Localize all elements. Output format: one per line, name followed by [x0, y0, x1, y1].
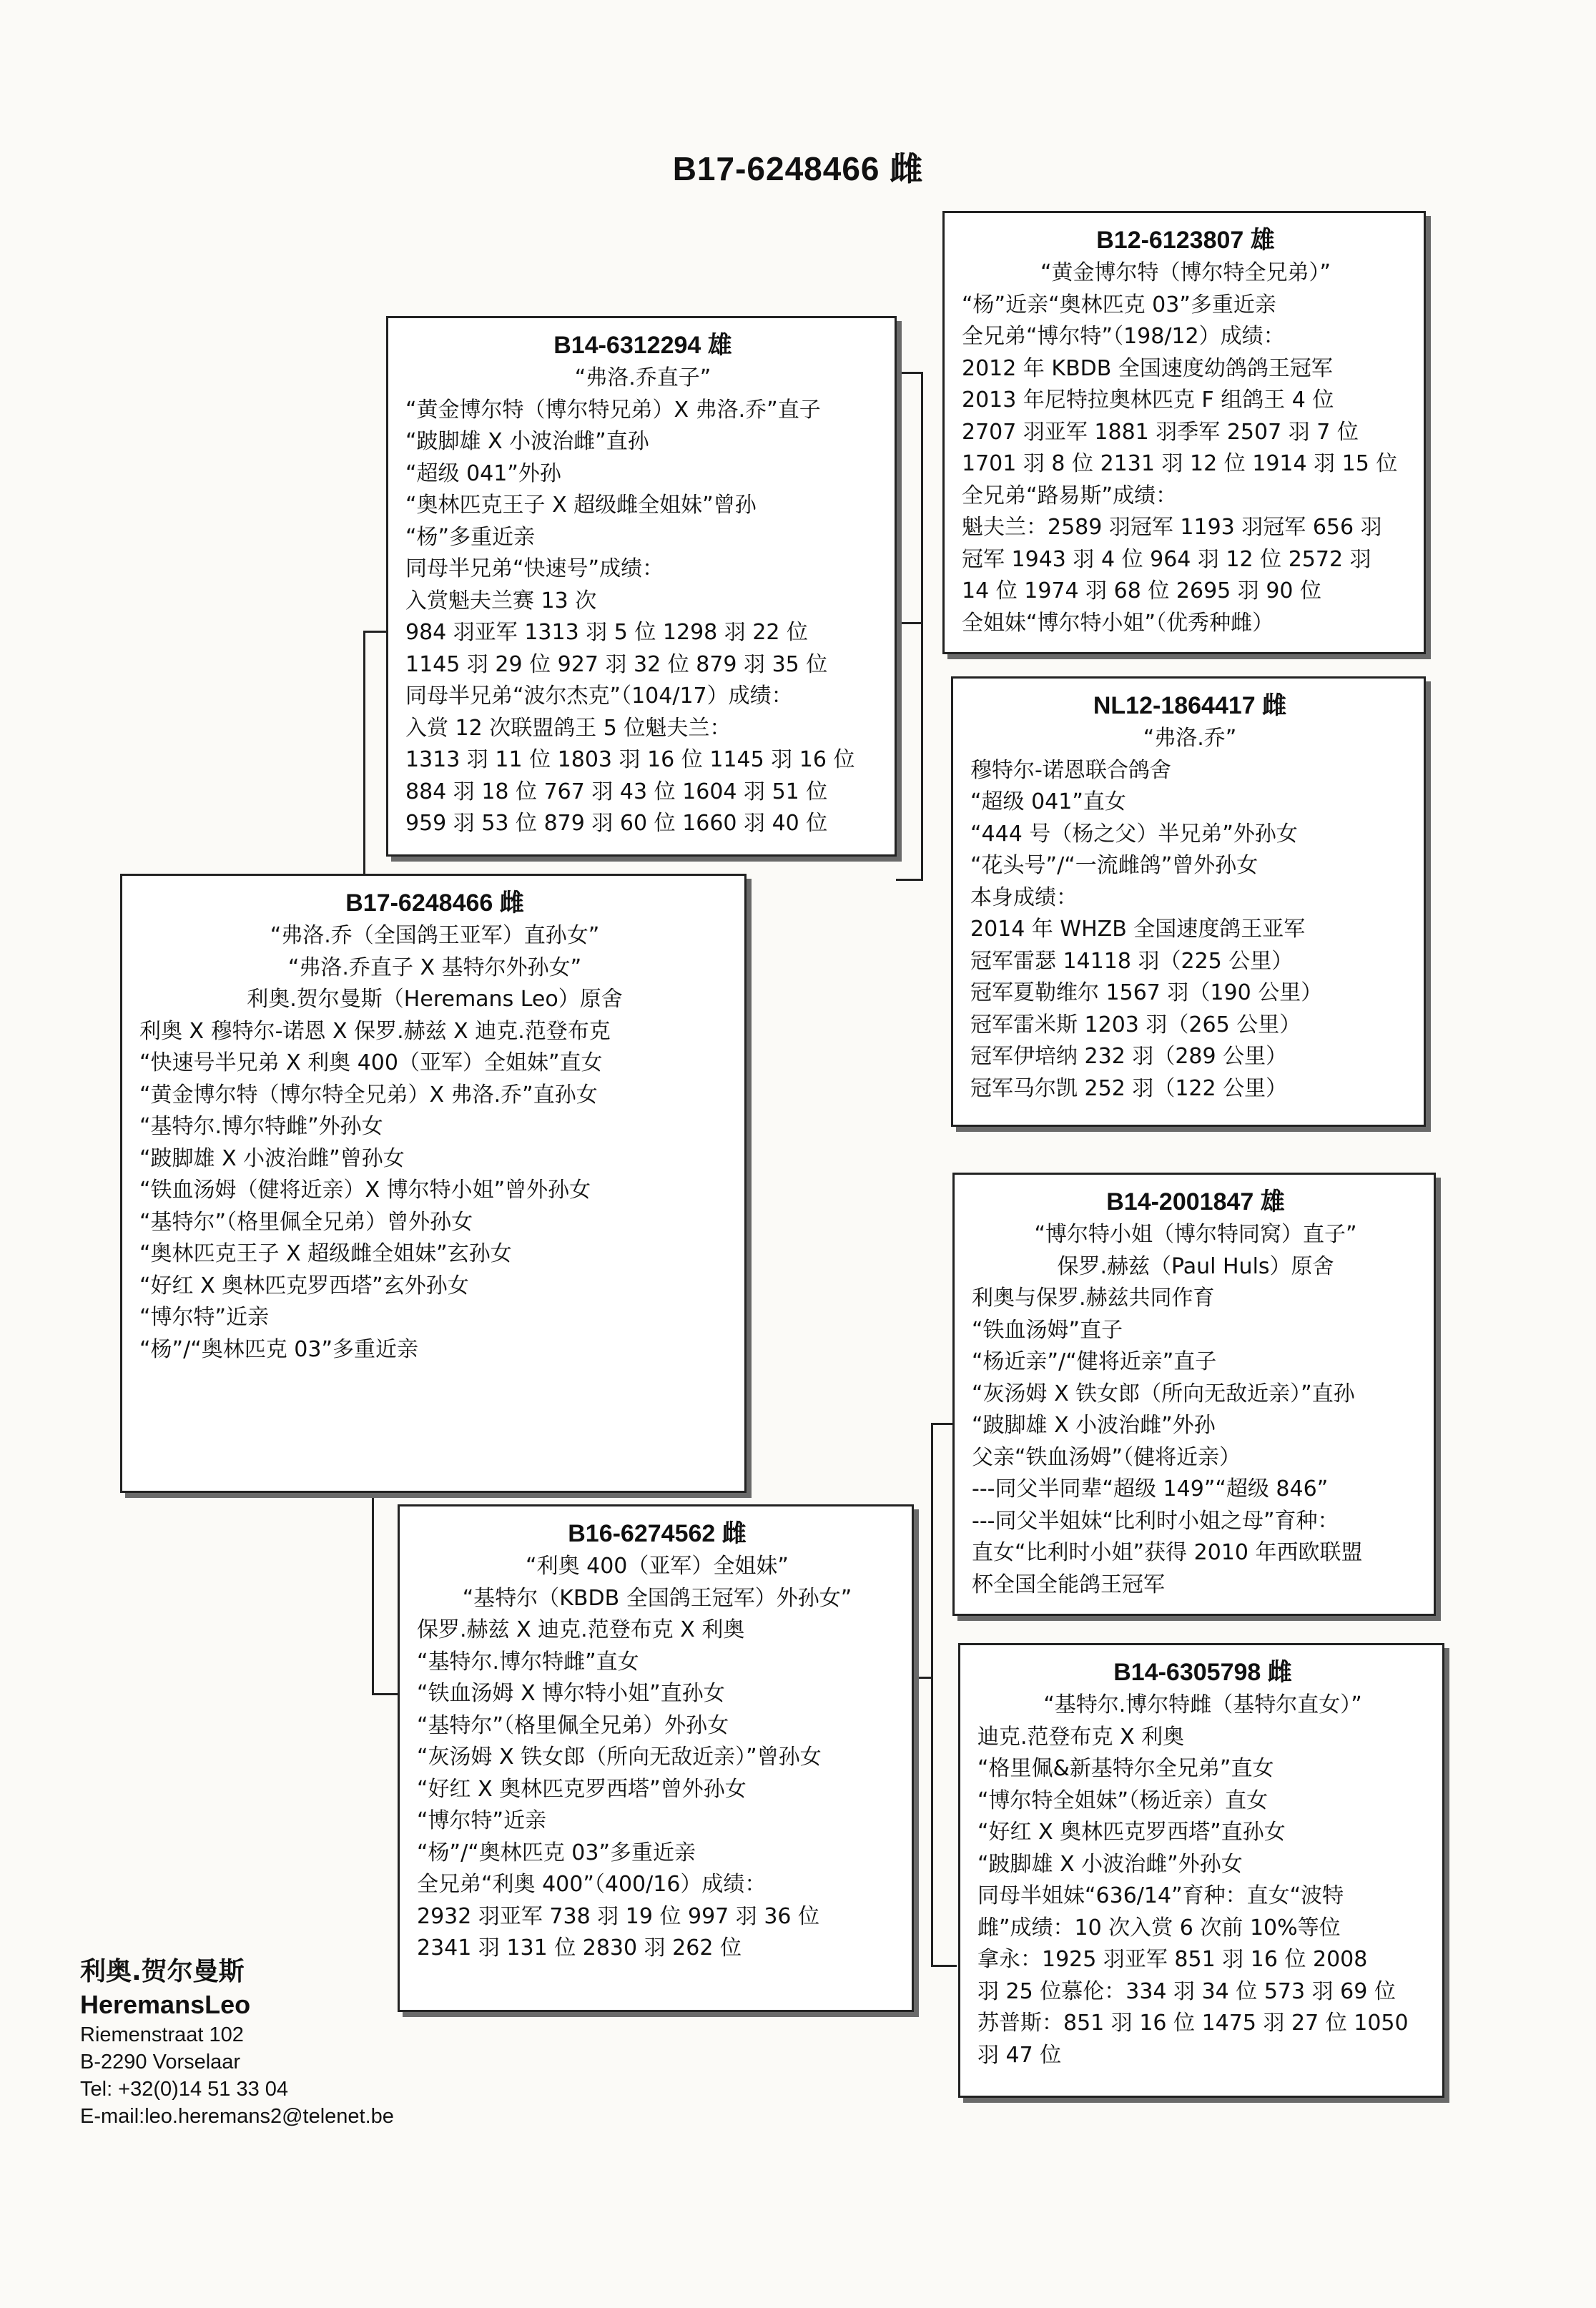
box-line: “杨”多重近亲: [405, 524, 536, 550]
box-line: 2012 年 KBDB 全国速度幼鸽鸽王冠军: [962, 355, 1333, 381]
box-line: “铁血汤姆 X 博尔特小姐”直孙女: [417, 1681, 725, 1706]
connector-line: [896, 372, 923, 374]
box-line: 魁夫兰：2589 羽冠军 1193 羽冠军 656 羽: [962, 515, 1382, 540]
box-line: 2013 年尼特拉奥林匹克 F 组鸽王 4 位: [962, 388, 1334, 413]
connector-line: [896, 879, 923, 881]
box-line: 冠军夏勒维尔 1567 羽（190 公里）: [970, 980, 1323, 1005]
box-line: “奥林匹克王子 X 超级雌全姐妹”曾孙: [405, 493, 757, 518]
box-line: “基特尔.博尔特雌（基特尔直女）”: [1043, 1692, 1362, 1717]
box-line: 2932 羽亚军 738 羽 19 位 997 羽 36 位: [417, 1903, 820, 1929]
box-line: 苏普斯：851 羽 16 位 1475 羽 27 位 1050: [977, 2011, 1409, 2036]
box-line: “灰汤姆 X 铁女郎（所向无敌近亲）”曾孙女: [417, 1745, 822, 1770]
box-line: “弗洛.乔直子”: [574, 365, 711, 390]
box-heading: B16-6274562 雌: [568, 1520, 747, 1547]
box-line: “奥林匹克王子 X 超级雌全姐妹”玄孙女: [139, 1241, 512, 1266]
box-line: 利奥 X 穆特尔-诺恩 X 保罗.赫兹 X 迪克.范登布克: [139, 1018, 611, 1044]
connector-line: [931, 1423, 933, 1966]
box-line: “跛脚雄 X 小波治雌”直孙: [405, 429, 649, 454]
box-line: “快速号半兄弟 X 利奥 400（亚军）全姐妹”直女: [139, 1050, 603, 1075]
phone: Tel: +32(0)14 51 33 04: [80, 2078, 289, 2101]
box-line: “好红 X 奥林匹克罗西塔”玄外孙女: [139, 1273, 469, 1298]
street-number: 102: [209, 2023, 244, 2046]
box-line: “杨”/“奥林匹克 03”多重近亲: [139, 1336, 418, 1362]
box-line: 冠军伊培纳 232 羽（289 公里）: [970, 1044, 1288, 1069]
box-line: 利奥.贺尔曼斯（Heremans Leo）原舍: [247, 987, 623, 1012]
box-line: 杯全国全能鸽王冠军: [972, 1572, 1165, 1597]
box-line: 同母半姐妹“636/14”育种：直女“波特: [977, 1883, 1344, 1908]
box-line: “铁血汤姆（健将近亲）X 博尔特小姐”曾外孙女: [139, 1178, 591, 1203]
box-line: ---同父半姐妹“比利时小姐之母”育种：: [972, 1508, 1339, 1534]
box-line: “铁血汤姆”直子: [972, 1317, 1123, 1343]
box-line: “黄金博尔特（博尔特兄弟）X 弗洛.乔”直子: [405, 397, 821, 423]
box-line: 保罗.赫兹 X 迪克.范登布克 X 利奥: [417, 1617, 745, 1642]
box-line: “博尔特小姐（博尔特同窝）直子”: [1034, 1222, 1357, 1247]
box-line: 羽 47 位: [977, 2042, 1062, 2068]
connector-line: [372, 1693, 400, 1695]
box-line: 入赏魁夫兰赛 13 次: [405, 588, 597, 613]
dam-sire-box: [952, 1173, 1436, 1616]
box-line: “博尔特”近亲: [417, 1808, 547, 1833]
connector-line: [931, 1965, 957, 1967]
city: Vorselaar: [152, 2051, 241, 2073]
box-line: 羽 25 位慕伦：334 羽 34 位 573 羽 69 位: [977, 1978, 1396, 2004]
box-lines: [972, 1219, 1419, 1601]
box-line: “花头号”/“一流雌鸽”曾外孙女: [970, 853, 1258, 878]
breeder-contact: [80, 1956, 394, 2130]
sire-box: [386, 316, 897, 857]
postcode: B-2290: [80, 2051, 147, 2073]
connector-line: [921, 372, 923, 881]
box-line: 984 羽亚军 1313 羽 5 位 1298 羽 22 位: [405, 620, 809, 645]
box-lines: [977, 1690, 1428, 2071]
box-line: “基特尔.博尔特雌”直女: [417, 1649, 639, 1675]
box-line: “基特尔.博尔特雌”外孙女: [139, 1114, 383, 1139]
box-line: “基特尔（KBDB 全国鸽王冠军）外孙女”: [462, 1585, 852, 1611]
box-line: “格里佩&新基特尔全兄弟”直女: [977, 1756, 1274, 1781]
box-line: ---同父半同辈“超级 149”“超级 846”: [972, 1476, 1329, 1501]
box-line: “杨”/“奥林匹克 03”多重近亲: [417, 1840, 696, 1865]
box-line: “跛脚雄 X 小波治雌”外孙: [972, 1413, 1216, 1438]
box-line: 穆特尔-诺恩联合鸽舍: [970, 757, 1171, 783]
box-heading: B14-6305798 雌: [1113, 1659, 1292, 1686]
box-line: “利奥 400（亚军）全姐妹”: [526, 1554, 789, 1579]
address-city: [80, 2048, 394, 2076]
box-line: 利奥与保罗.赫兹共同作育: [972, 1286, 1215, 1311]
box-line: 同母半兄弟“快速号”成绩：: [405, 556, 664, 581]
page-title: B17-6248466 雌: [672, 150, 924, 187]
box-line: 冠军雷米斯 1203 羽（265 公里）: [970, 1012, 1301, 1037]
box-line: 1701 羽 8 位 2131 羽 12 位 1914 羽 15 位: [962, 451, 1398, 476]
box-heading: B12-6123807 雄: [1096, 227, 1275, 254]
box-line: 迪克.范登布克 X 利奥: [977, 1724, 1185, 1750]
box-heading: B17-6248466 雌: [345, 889, 524, 917]
email-link[interactable]: E-mail:leo.heremans2@telenet.be: [80, 2105, 394, 2128]
box-line: 全姐妹“博尔特小姐”（优秀种雌）: [962, 610, 1274, 636]
box-lines: [405, 363, 880, 840]
subject-box: [120, 874, 747, 1493]
dam-dam-box: [958, 1643, 1444, 2098]
box-line: 全兄弟“博尔特”（198/12）成绩：: [962, 324, 1285, 349]
connector-line: [363, 631, 386, 633]
box-line: “基特尔”（格里佩全兄弟）曾外孙女: [139, 1209, 473, 1235]
box-heading: B14-2001847 雄: [1106, 1188, 1285, 1215]
box-line: 父亲“铁血汤姆”（健将近亲）: [972, 1444, 1241, 1470]
box-line: 雌”成绩：10 次入赏 6 次前 10%等位: [977, 1915, 1341, 1940]
box-line: 全兄弟“利奥 400”（400/16）成绩：: [417, 1872, 767, 1897]
sire-dam-box: [951, 676, 1426, 1127]
box-line: 冠军 1943 羽 4 位 964 羽 12 位 2572 羽: [962, 546, 1371, 572]
box-line: “基特尔”（格里佩全兄弟）外孙女: [417, 1712, 729, 1738]
box-line: “超级 041”直女: [970, 789, 1126, 814]
box-lines: [417, 1551, 897, 1965]
box-line: “博尔特”近亲: [139, 1305, 270, 1330]
box-line: “灰汤姆 X 铁女郎（所向无敌近亲）”直孙: [972, 1381, 1355, 1406]
box-line: “好红 X 奥林匹克罗西塔”直孙女: [977, 1820, 1286, 1845]
box-line: 冠军马尔凯 252 羽（122 公里）: [970, 1075, 1288, 1101]
box-line: “弗洛.乔（全国鸽王亚军）直孙女”: [270, 923, 600, 948]
box-line: 14 位 1974 羽 68 位 2695 羽 90 位: [962, 578, 1322, 603]
street-name: Riemenstraat: [80, 2023, 204, 2046]
box-line: “黄金博尔特（博尔特全兄弟）”: [1040, 260, 1331, 285]
box-line: 1313 羽 11 位 1803 羽 16 位 1145 羽 16 位: [405, 747, 855, 772]
box-line: “黄金博尔特（博尔特全兄弟）X 弗洛.乔”直孙女: [139, 1082, 598, 1108]
box-line: “弗洛.乔直子 X 基特尔外孙女”: [287, 955, 582, 980]
box-line: 2707 羽亚军 1881 羽季军 2507 羽 7 位: [962, 419, 1359, 445]
connector-line: [372, 1493, 374, 1695]
box-line: 本身成绩：: [970, 884, 1078, 910]
box-line: “杨”近亲“奥林匹克 03”多重近亲: [962, 292, 1276, 317]
box-line: 冠军雷瑟 14118 羽（225 公里）: [970, 948, 1294, 974]
box-heading: B14-6312294 雄: [553, 332, 732, 359]
box-line: 全兄弟“路易斯”成绩：: [962, 483, 1178, 508]
connector-line: [363, 631, 365, 879]
box-line: “博尔特全姐妹”（杨近亲）直女: [977, 1787, 1269, 1813]
box-line: “跛脚雄 X 小波治雌”外孙女: [977, 1851, 1243, 1877]
box-heading: NL12-1864417 雌: [1093, 692, 1287, 719]
box-line: “好红 X 奥林匹克罗西塔”曾外孙女: [417, 1776, 747, 1802]
address-street: [80, 2021, 394, 2048]
box-lines: [962, 257, 1409, 639]
box-line: 1145 羽 29 位 927 羽 32 位 879 羽 35 位: [405, 651, 828, 677]
box-line: “杨近亲”/“健将近亲”直子: [972, 1349, 1217, 1374]
box-line: 保罗.赫兹（Paul Huls）原舍: [1057, 1253, 1334, 1279]
box-line: 拿永：1925 羽亚军 851 羽 16 位 2008: [977, 1947, 1368, 1972]
dam-box: [398, 1504, 914, 2012]
breeder-name-cn: 利奥.贺尔曼斯: [80, 1957, 245, 1986]
box-line: “444 号（杨之父）半兄弟”外孙女: [970, 821, 1298, 847]
box-line: 同母半兄弟“波尔杰克”（104/17）成绩：: [405, 684, 793, 709]
box-line: 直女“比利时小姐”获得 2010 年西欧联盟: [972, 1540, 1363, 1565]
box-line: 2014 年 WHZB 全国速度鸽王亚军: [970, 917, 1306, 942]
box-line: 2341 羽 131 位 2830 羽 262 位: [417, 1935, 742, 1961]
box-line: “超级 041”外孙: [405, 460, 561, 486]
box-lines: [139, 920, 730, 1366]
box-line: 入赏 12 次联盟鸽王 5 位魁夫兰：: [405, 715, 732, 741]
box-line: 884 羽 18 位 767 羽 43 位 1604 羽 51 位: [405, 779, 828, 804]
breeder-name-en: HeremansLeo: [80, 1990, 251, 2019]
box-line: “弗洛.乔”: [1143, 726, 1237, 751]
box-lines: [970, 723, 1409, 1105]
box-line: 959 羽 53 位 879 羽 60 位 1660 羽 40 位: [405, 811, 828, 836]
sire-sire-box: [942, 211, 1426, 654]
box-line: “跛脚雄 X 小波治雌”曾孙女: [139, 1145, 405, 1171]
